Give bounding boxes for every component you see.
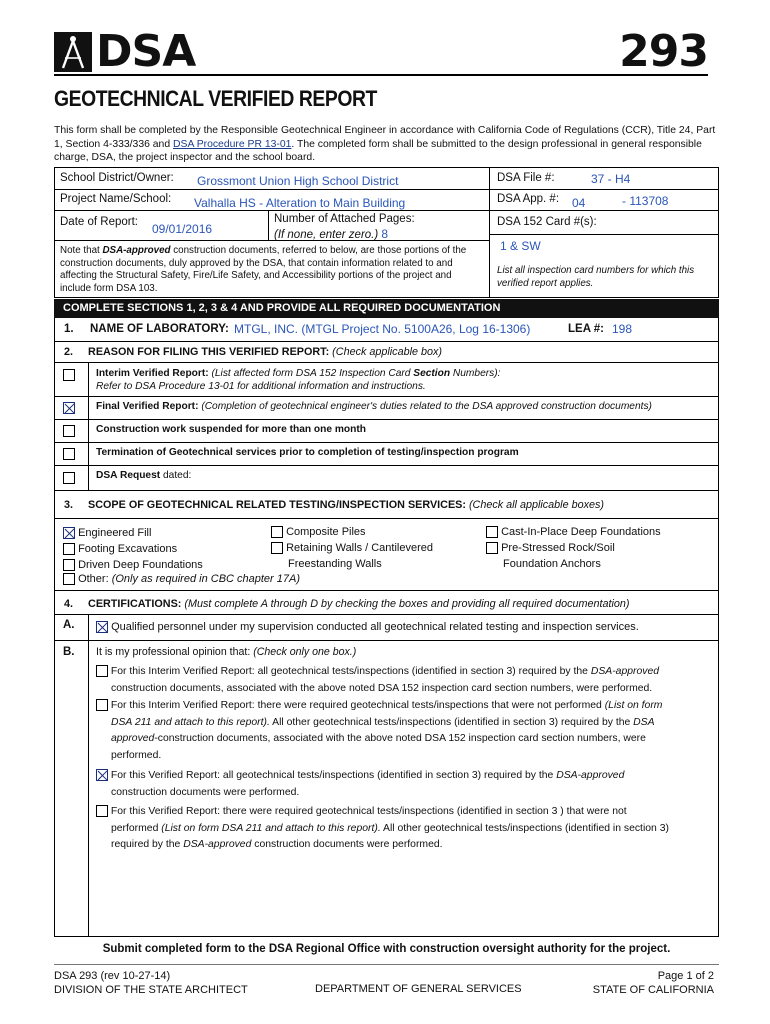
form-number: 293	[619, 26, 708, 77]
scope-item	[63, 525, 203, 541]
intro-paragraph	[54, 124, 718, 165]
scope-label: Engineered Fill	[78, 527, 152, 539]
cert-b-label: B.	[63, 646, 75, 658]
scope-item	[271, 540, 433, 556]
section2-number: 2.	[64, 346, 74, 358]
scope-col1	[63, 525, 203, 573]
department-name: DEPARTMENT OF GENERAL SERVICES	[315, 983, 522, 995]
interim-report-checkbox[interactable]	[63, 369, 75, 381]
section1-number: 1.	[64, 323, 74, 335]
cert-text: For this Interim Verified Report: all geotechnical tests/inspections (identified in section 3) required by the	[110, 666, 591, 677]
interim-report-option	[96, 367, 500, 393]
pages-row	[274, 227, 388, 241]
card-field[interactable]: 1 & SW	[500, 239, 541, 253]
cert-a-checkbox[interactable]	[96, 621, 108, 633]
dsa-logo	[54, 26, 196, 77]
page-number: Page 1 of 2	[657, 970, 714, 982]
project-field[interactable]: Valhalla HS - Alteration to Main Building	[194, 196, 406, 210]
pages-label: Number of Attached Pages:	[274, 213, 415, 225]
cert-text-italic: DSA-approved	[556, 770, 625, 781]
cert-b-intro-hint: (Check only one box.)	[253, 646, 357, 658]
scope-label: Driven Deep Foundations	[78, 559, 203, 571]
option-desc-bold: Section	[413, 368, 451, 379]
composite-piles-checkbox[interactable]	[271, 526, 283, 538]
scope-label: Retaining Walls / Cantilevered	[286, 542, 433, 554]
option-label: DSA Request	[96, 470, 161, 481]
cert-text-italic: DSA-approved	[590, 666, 659, 677]
scope-item	[486, 540, 661, 556]
cert-text-italic: approved	[111, 733, 155, 744]
option-desc: (List affected form DSA 152 Inspection Card	[211, 368, 414, 379]
note-prefix: Note that	[60, 245, 103, 256]
cert-text-italic: DSA-approved	[183, 839, 252, 850]
app-field-a[interactable]: 04	[572, 196, 586, 210]
scope-label-line2: Foundation Anchors	[503, 558, 601, 570]
instructions-band: COMPLETE SECTIONS 1, 2, 3 & 4 AND PROVIDE ALL REQUIRED DOCUMENTATION	[54, 299, 719, 318]
cert-a	[96, 621, 639, 633]
compass-icon	[54, 32, 92, 72]
cert-b4	[96, 804, 716, 854]
option-desc: (Completion of geotechnical engineer's duties related to the DSA approved construction documents)	[201, 401, 652, 412]
card-note: List all inspection card numbers for which this verified report applies.	[497, 265, 695, 289]
scope-label: Footing Excavations	[78, 543, 178, 555]
section3-hint: (Check all applicable boxes)	[468, 499, 604, 511]
cert-text: performed	[111, 822, 162, 834]
section1-label: NAME OF LABORATORY:	[90, 323, 229, 335]
project-label: Project Name/School:	[60, 193, 172, 205]
note-text: construction documents, referred to below, are those portions of the construction documents, duly approved by the DSA, that contain information related to and affecting the Structural Safety, Fire/Life Safety, and Accessibility portions of the project and include form DSA 103.	[60, 245, 467, 294]
state-name: STATE OF CALIFORNIA	[592, 984, 714, 996]
footing-excavations-checkbox[interactable]	[63, 543, 75, 555]
retaining-walls-checkbox[interactable]	[271, 542, 283, 554]
cert-text-italic: (List on form	[604, 700, 663, 711]
pages-field[interactable]: 8	[381, 227, 389, 241]
termination-option: Termination of Geotechnical services prior to completion of testing/inspection program	[96, 447, 519, 458]
intro-text-end: . The completed form shall be submitted to the design professional in general responsible charge, DSA, the project inspector and the school board.	[54, 138, 702, 163]
app-field-b[interactable]: - 113708	[622, 194, 669, 208]
option-desc-line2: Refer to DSA Procedure 13-01 for additional information and instructions.	[96, 381, 426, 392]
section2-label: REASON FOR FILING THIS VERIFIED REPORT:	[88, 346, 330, 358]
cert-b3-checkbox[interactable]	[96, 769, 108, 781]
cert-text: construction documents were performed.	[111, 786, 300, 798]
scope-item	[63, 541, 203, 557]
scope-col2	[271, 524, 433, 572]
cert-text: For this Interim Verified Report: there were required geotechnical tests/inspections that were not performed	[110, 700, 605, 711]
option-desc-end: Numbers):	[450, 368, 501, 379]
district-label: School District/Owner:	[60, 172, 174, 184]
date-field[interactable]: 09/01/2016	[152, 222, 213, 236]
option-label: Final Verified Report:	[96, 401, 199, 412]
engineered-fill-checkbox[interactable]	[63, 527, 75, 539]
cert-text-italic: DSA	[633, 716, 655, 728]
cert-b2	[96, 698, 716, 764]
form-revision: DSA 293 (rev 10-27-14)	[54, 970, 171, 982]
card-label: DSA 152 Card #(s):	[497, 216, 597, 228]
cert-b-intro-text: It is my professional opinion that:	[96, 646, 254, 658]
lea-label: LEA #:	[568, 323, 604, 335]
approval-note	[60, 245, 480, 295]
scope-label: Cast-In-Place Deep Foundations	[501, 526, 661, 538]
scope-item	[271, 524, 433, 540]
scope-label: Composite Piles	[286, 526, 366, 538]
section4-number: 4.	[64, 598, 74, 610]
cert-b1	[96, 664, 716, 697]
form-header	[54, 28, 708, 76]
lab-name-field[interactable]: MTGL, INC. (MTGL Project No. 5100A26, Log 16-1306)	[234, 322, 531, 336]
cert-b3	[96, 768, 716, 801]
cert-text: All other geotechnical tests/inspections (identified in section 3)	[380, 822, 669, 834]
section3-number: 3.	[64, 499, 74, 511]
cert-text: required by the	[111, 839, 184, 850]
app-label: DSA App. #:	[497, 193, 560, 205]
scope-label: Pre-Stressed Rock/Soil	[501, 542, 615, 554]
district-field[interactable]: Grossmont Union High School District	[197, 174, 399, 188]
cert-text: All other geotechnical tests/inspections (identified in section 3) required by the	[269, 716, 634, 728]
other-checkbox[interactable]	[63, 573, 75, 585]
scope-label-line2: Freestanding Walls	[288, 558, 382, 570]
cert-text: construction documents, associated with the above noted DSA 152 inspection card section numbers, were performed.	[111, 682, 653, 694]
cert-text-italic: (List on form DSA 211 and attach to this report).	[161, 822, 381, 834]
lea-field[interactable]: 198	[612, 322, 633, 336]
cert-text: construction documents were performed.	[251, 839, 443, 850]
section2-hint: (Check applicable box)	[332, 346, 442, 358]
cert-text: For this Verified Report: all geotechnical tests/inspections (identified in section 3) required by the	[110, 770, 557, 781]
cert-text-italic: DSA 211 and attach to this report).	[111, 716, 270, 728]
cert-a-label: A.	[63, 619, 75, 631]
cast-in-place-checkbox[interactable]	[486, 526, 498, 538]
suspended-option: Construction work suspended for more than one month	[96, 424, 366, 435]
file-label: DSA File #:	[497, 172, 555, 184]
dsa-request-option	[96, 470, 191, 481]
footer-right	[593, 969, 714, 997]
division-name: DIVISION OF THE STATE ARCHITECT	[54, 984, 248, 996]
section3-header	[64, 499, 604, 511]
cert-text: For this Verified Report: there were required geotechnical tests/inspections (identified in section 3 ) that were not	[110, 806, 627, 817]
section3-label: SCOPE OF GEOTECHNICAL RELATED TESTING/INSPECTION SERVICES:	[88, 499, 466, 511]
final-report-option	[96, 401, 652, 412]
section4-header	[64, 598, 630, 610]
logo-text: DSA	[96, 26, 196, 77]
section4-hint: (Must complete A through D by checking the boxes and providing all required documentation)	[184, 598, 630, 610]
suspended-checkbox[interactable]	[63, 425, 75, 437]
dsa-request-checkbox[interactable]	[63, 472, 75, 484]
final-report-checkbox[interactable]	[63, 402, 75, 414]
scope-item	[486, 524, 661, 540]
footer-left	[54, 969, 248, 997]
option-label: Interim Verified Report:	[96, 368, 209, 379]
scope-item	[63, 557, 203, 573]
cert-b4-checkbox[interactable]	[96, 805, 108, 817]
cert-a-text: Qualified personnel under my supervision conducted all geotechnical related testing and inspection services.	[111, 621, 639, 633]
page-title: GEOTECHNICAL VERIFIED REPORT	[54, 86, 377, 111]
cert-text: -construction documents, associated with the above noted DSA 152 inspection card section numbers, were	[154, 733, 646, 744]
scope-col3	[486, 524, 661, 572]
procedure-link[interactable]: DSA Procedure PR 13-01	[173, 138, 292, 150]
other-label: Other:	[78, 573, 109, 585]
other-hint: (Only as required in CBC chapter 17A)	[111, 573, 301, 585]
intro-text: This form shall be completed by the Responsible Geotechnical Engineer in accordance with California Code of Regulations (CCR), Title 24, Part 1, Section 4-333/336 and	[54, 125, 716, 150]
pre-stressed-checkbox[interactable]	[486, 542, 498, 554]
file-field[interactable]: 37 - H4	[591, 172, 631, 186]
submit-instruction: Submit completed form to the DSA Regional Office with construction oversight authority for the project.	[102, 943, 671, 955]
termination-checkbox[interactable]	[63, 448, 75, 460]
cert-b-intro	[96, 646, 356, 658]
scope-other	[63, 573, 300, 585]
option-desc: dated:	[160, 470, 192, 481]
section2-header	[64, 346, 442, 358]
driven-deep-foundations-checkbox[interactable]	[63, 559, 75, 571]
date-label: Date of Report:	[60, 216, 138, 228]
cert-text: performed.	[111, 749, 162, 761]
section4-label: CERTIFICATIONS:	[88, 598, 182, 610]
cert-b2-checkbox[interactable]	[96, 699, 108, 711]
cert-b1-checkbox[interactable]	[96, 665, 108, 677]
note-bold: DSA-approved	[102, 245, 171, 256]
pages-hint: (If none, enter zero.)	[274, 229, 379, 241]
